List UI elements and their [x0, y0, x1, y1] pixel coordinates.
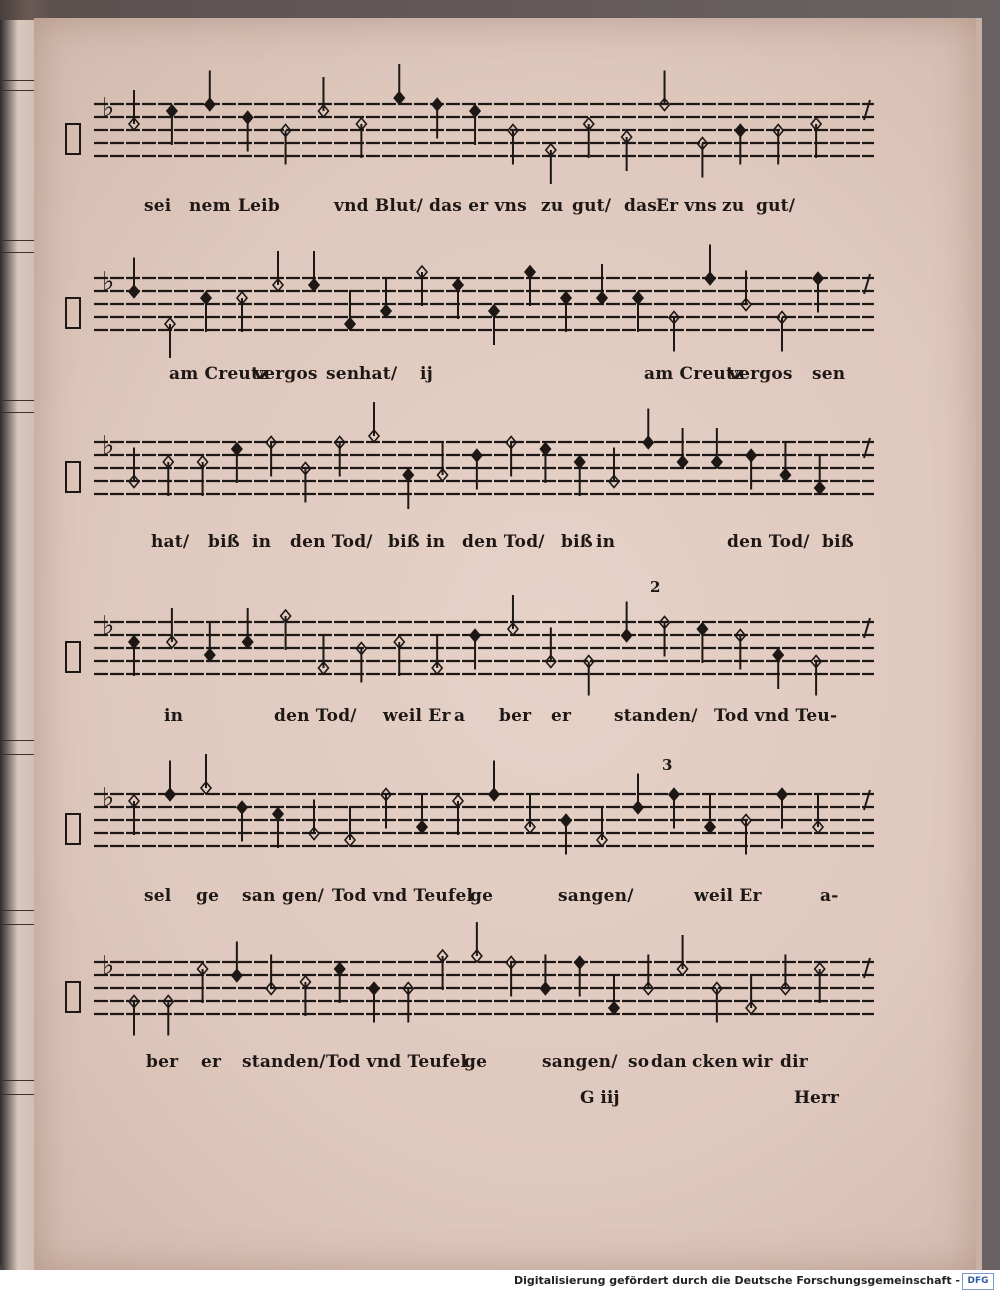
lyric-line-2: [94, 364, 874, 392]
clef-mark: [66, 814, 80, 844]
lyric-syllable: vergos: [729, 364, 793, 384]
lyric-syllable: sel: [144, 886, 172, 906]
lyric-syllable: a-: [820, 886, 839, 906]
lyric-syllable: den Tod/: [727, 532, 810, 552]
lyric-syllable: cken: [692, 1052, 739, 1072]
lyric-syllable: gen/: [282, 886, 325, 906]
lyric-syllable: das er vns: [429, 196, 527, 216]
lyric-syllable: Tod vnd Teufel: [332, 886, 474, 906]
lyric-line-4: [94, 706, 874, 734]
lyric-syllable: ge: [470, 886, 494, 906]
lyric-syllable: nem: [189, 196, 231, 216]
lyric-syllable: den Tod/: [274, 706, 357, 726]
signature-mark: G iij: [580, 1088, 620, 1108]
lyric-syllable: Er vns: [656, 196, 717, 216]
lyric-syllable: am Creutz: [169, 364, 269, 384]
lyric-line-1: [94, 196, 874, 224]
lyric-syllable: am Creutz: [644, 364, 744, 384]
lyric-syllable: vnd Blut/: [334, 196, 424, 216]
lyric-syllable: er: [201, 1052, 222, 1072]
lyric-syllable: weil Er: [694, 886, 762, 906]
music-page: [34, 18, 982, 1272]
staff-system-5: [94, 780, 894, 850]
flat-sign: ♭: [102, 93, 115, 123]
lyric-syllable: ge: [196, 886, 220, 906]
credit-bar: [0, 1270, 1000, 1292]
flat-sign: ♭: [102, 783, 115, 813]
staff-system-1: [94, 90, 894, 160]
lyric-syllable: a: [454, 706, 466, 726]
flat-sign: ♭: [102, 431, 115, 461]
catchword: Herr: [794, 1088, 839, 1108]
lyric-syllable: biß: [388, 532, 420, 552]
section-number-2: 2: [650, 578, 661, 596]
staff-system-6: [94, 948, 894, 1018]
lyric-syllable: hat/: [151, 532, 190, 552]
lyric-syllable: in: [596, 532, 616, 552]
dfg-logo-icon: DFG: [962, 1273, 994, 1290]
staff-system-4: [94, 608, 894, 678]
lyric-syllable: hat/: [359, 364, 398, 384]
lyric-syllable: zu: [722, 196, 745, 216]
section-number-3: 3: [662, 756, 673, 774]
flat-sign: ♭: [102, 267, 115, 297]
lyric-syllable: in: [164, 706, 184, 726]
lyric-syllable: sangen/: [558, 886, 634, 906]
clef-mark: [66, 642, 80, 672]
lyric-syllable: gut/: [572, 196, 612, 216]
clef-mark: [66, 298, 80, 328]
lyric-syllable: weil Er: [383, 706, 451, 726]
lyric-syllable: Tod vnd Teu-: [714, 706, 838, 726]
lyric-syllable: standen/: [242, 1052, 326, 1072]
lyric-syllable: biß: [561, 532, 593, 552]
lyric-syllable: sangen/: [542, 1052, 618, 1072]
lyric-syllable: zu: [541, 196, 564, 216]
lyric-syllable: ge: [464, 1052, 488, 1072]
lyric-line-5: [94, 886, 874, 914]
lyric-syllable: ber: [499, 706, 532, 726]
lyric-syllable: das: [624, 196, 658, 216]
lyric-syllable: san: [242, 886, 276, 906]
lyric-syllable: ij: [420, 364, 434, 384]
lyric-syllable: wir: [742, 1052, 773, 1072]
clef-mark: [66, 462, 80, 492]
lyric-syllable: dir: [780, 1052, 808, 1072]
lyric-syllable: Tod vnd Teufel: [326, 1052, 468, 1072]
dfg-credit-text: Digitalisierung gefördert durch die Deutsche Forschungsgemeinschaft -: [513, 1274, 960, 1287]
lyric-syllable: standen/: [614, 706, 698, 726]
lyric-syllable: er: [551, 706, 572, 726]
lyric-syllable: biß: [822, 532, 854, 552]
clef-mark: [66, 124, 80, 154]
flat-sign: ♭: [102, 951, 115, 981]
staff-system-2: [94, 264, 894, 334]
lyric-syllable: gut/: [756, 196, 796, 216]
lyric-syllable: dan: [651, 1052, 687, 1072]
lyric-syllable: Leib: [238, 196, 280, 216]
lyric-syllable: den Tod/: [462, 532, 545, 552]
flat-sign: ♭: [102, 611, 115, 641]
lyric-syllable: sen: [326, 364, 360, 384]
lyric-syllable: biß: [208, 532, 240, 552]
lyric-line-6: [94, 1052, 874, 1080]
lyric-line-3: [94, 532, 874, 560]
clef-mark: [66, 982, 80, 1012]
lyric-syllable: den Tod/: [290, 532, 373, 552]
lyric-syllable: so: [628, 1052, 650, 1072]
lyric-syllable: vergos: [254, 364, 318, 384]
lyric-syllable: ber: [146, 1052, 179, 1072]
lyric-syllable: sen: [812, 364, 846, 384]
lyric-syllable: in: [426, 532, 446, 552]
lyric-syllable: in: [252, 532, 272, 552]
staff-system-3: [94, 428, 894, 498]
lyric-syllable: sei: [144, 196, 172, 216]
